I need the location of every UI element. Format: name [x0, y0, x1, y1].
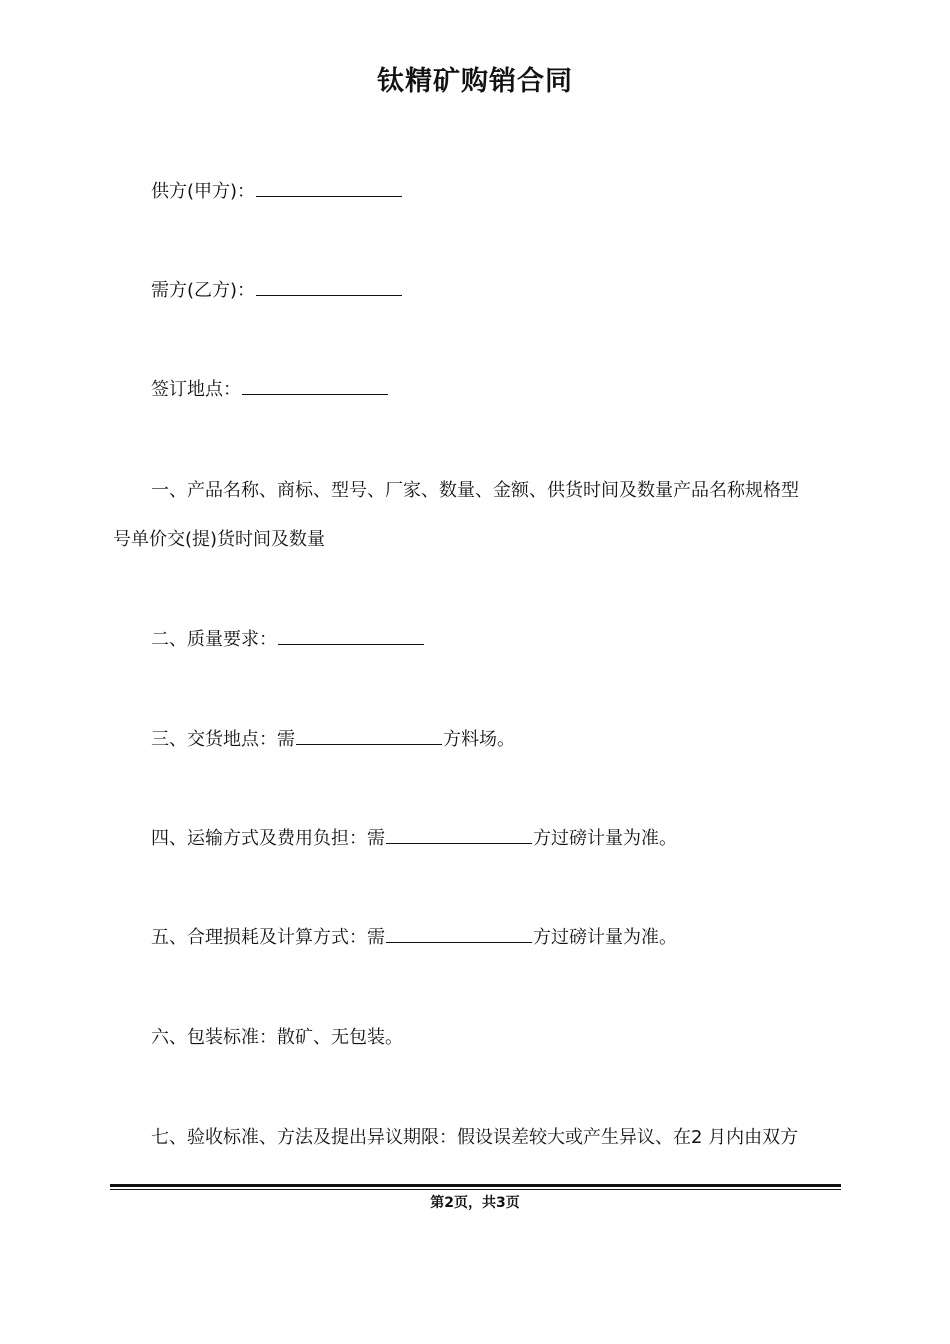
clause-7-acceptance: 七、验收标准、方法及提出异议期限：假设误差较大或产生异议、在2 月内由双方 — [151, 1127, 799, 1148]
buyer-label: 需方(乙方)： — [151, 280, 256, 301]
footer-divider — [110, 1184, 841, 1190]
clause-3-delivery-place — [113, 715, 881, 765]
clause-3-prefix: 三、交货地点：需 — [151, 729, 295, 750]
clause-3-suffix: 方料场。 — [443, 729, 515, 750]
clause-3-blank-line — [296, 727, 442, 745]
clause-2-quality — [113, 615, 881, 665]
clause-4-transport — [113, 814, 881, 864]
signing-place-label: 签订地点： — [151, 379, 241, 400]
document-title: 钛精矿购销合同 — [377, 66, 573, 97]
page-number: 第2页，共3页 — [430, 1195, 520, 1211]
clause-4-blank-line — [386, 826, 532, 844]
clause-2-blank-line — [278, 627, 424, 645]
supplier-field — [113, 167, 881, 217]
clause-4-suffix: 方过磅计量为准。 — [533, 828, 677, 849]
signing-place-blank-line — [242, 377, 388, 395]
buyer-blank-line — [256, 278, 402, 296]
buyer-field — [113, 266, 881, 316]
clause-1-line-1: 一、产品名称、商标、型号、厂家、数量、金额、供货时间及数量产品名称规格型 — [151, 480, 799, 501]
clause-4-prefix: 四、运输方式及费用负担：需 — [151, 828, 385, 849]
signing-place-field — [113, 365, 881, 415]
clause-5-prefix: 五、合理损耗及计算方式：需 — [151, 927, 385, 948]
supplier-label: 供方(甲方)： — [151, 181, 256, 202]
clause-5-suffix: 方过磅计量为准。 — [533, 927, 677, 948]
clause-5-blank-line — [386, 925, 532, 943]
clause-5-loss-calculation — [113, 913, 881, 963]
clause-6-packaging: 六、包装标准：散矿、无包装。 — [151, 1027, 403, 1048]
clause-2-label: 二、质量要求： — [151, 629, 277, 650]
supplier-blank-line — [256, 179, 402, 197]
clause-1-line-2: 号单价交(提)货时间及数量 — [113, 529, 326, 550]
